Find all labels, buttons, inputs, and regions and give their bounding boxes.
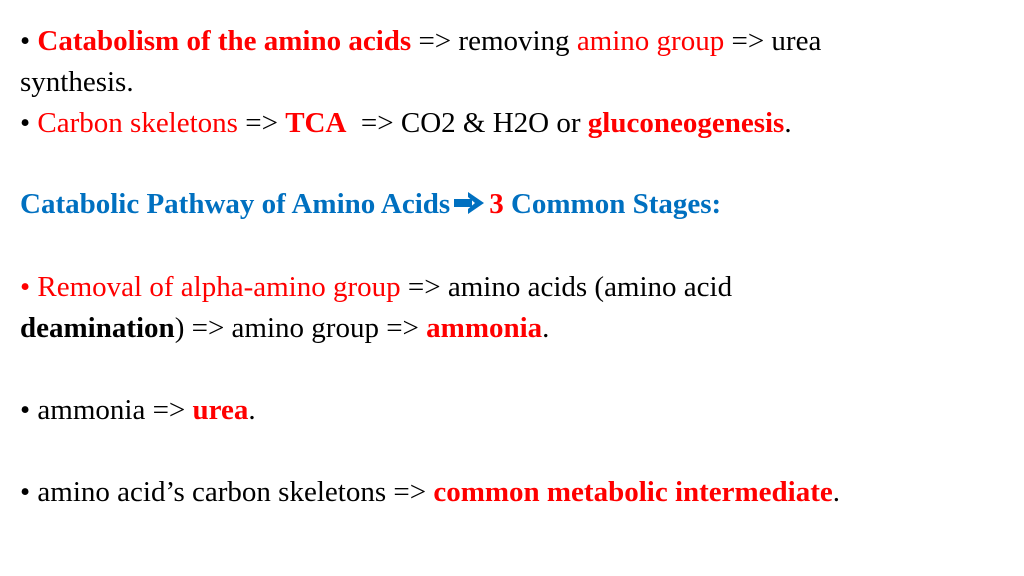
ammonia-term: ammonia — [426, 312, 543, 344]
text: => removing — [411, 25, 577, 57]
bullet: • — [20, 25, 31, 57]
right-arrow-icon — [454, 192, 486, 214]
heading-text-stages: Common Stages: — [503, 188, 722, 220]
paragraph-catabolism — [20, 21, 1008, 62]
text: amino acid’s carbon skeletons => — [30, 476, 434, 508]
deamination-term: deamination — [20, 312, 175, 344]
catabolism-term: Catabolism of the amino acids — [37, 25, 412, 57]
text: . — [784, 107, 792, 139]
text: . — [248, 394, 256, 426]
carbon-skeletons-term: Carbon skeletons — [37, 107, 238, 139]
removal-term: Removal of alpha-amino group — [37, 271, 401, 303]
stage-1 — [20, 267, 1008, 308]
stage-2 — [20, 390, 1008, 431]
urea-term: urea — [192, 394, 249, 426]
amino-group-term: amino group — [576, 25, 725, 57]
tca-term: TCA — [285, 107, 347, 139]
paragraph-catabolism-cont — [20, 62, 1008, 103]
stage-3 — [20, 472, 1008, 513]
bullet: • — [20, 476, 31, 508]
text: . — [832, 476, 841, 508]
text: . — [542, 312, 550, 344]
paragraph-carbon-skeletons — [20, 103, 1008, 144]
text: => amino acids (amino acid — [400, 271, 733, 303]
text: ) => amino group => — [174, 312, 427, 344]
stage-count: 3 — [489, 188, 504, 220]
text: => urea — [724, 25, 822, 57]
common-metabolic-intermediate-term: common metabolic intermediate — [433, 476, 833, 508]
text: ammonia => — [30, 394, 193, 426]
bullet: • — [20, 271, 31, 303]
text: => CO2 & H2O or — [346, 107, 588, 139]
heading-text: Catabolic Pathway of Amino Acids — [20, 188, 451, 220]
bullet: • — [20, 394, 31, 426]
gluconeogenesis-term: gluconeogenesis — [587, 107, 785, 139]
text: synthesis. — [20, 66, 134, 98]
stage-1-cont — [20, 308, 1008, 349]
heading-catabolic-pathway — [20, 184, 1008, 225]
text: => — [237, 107, 286, 139]
bullet: • — [20, 107, 31, 139]
